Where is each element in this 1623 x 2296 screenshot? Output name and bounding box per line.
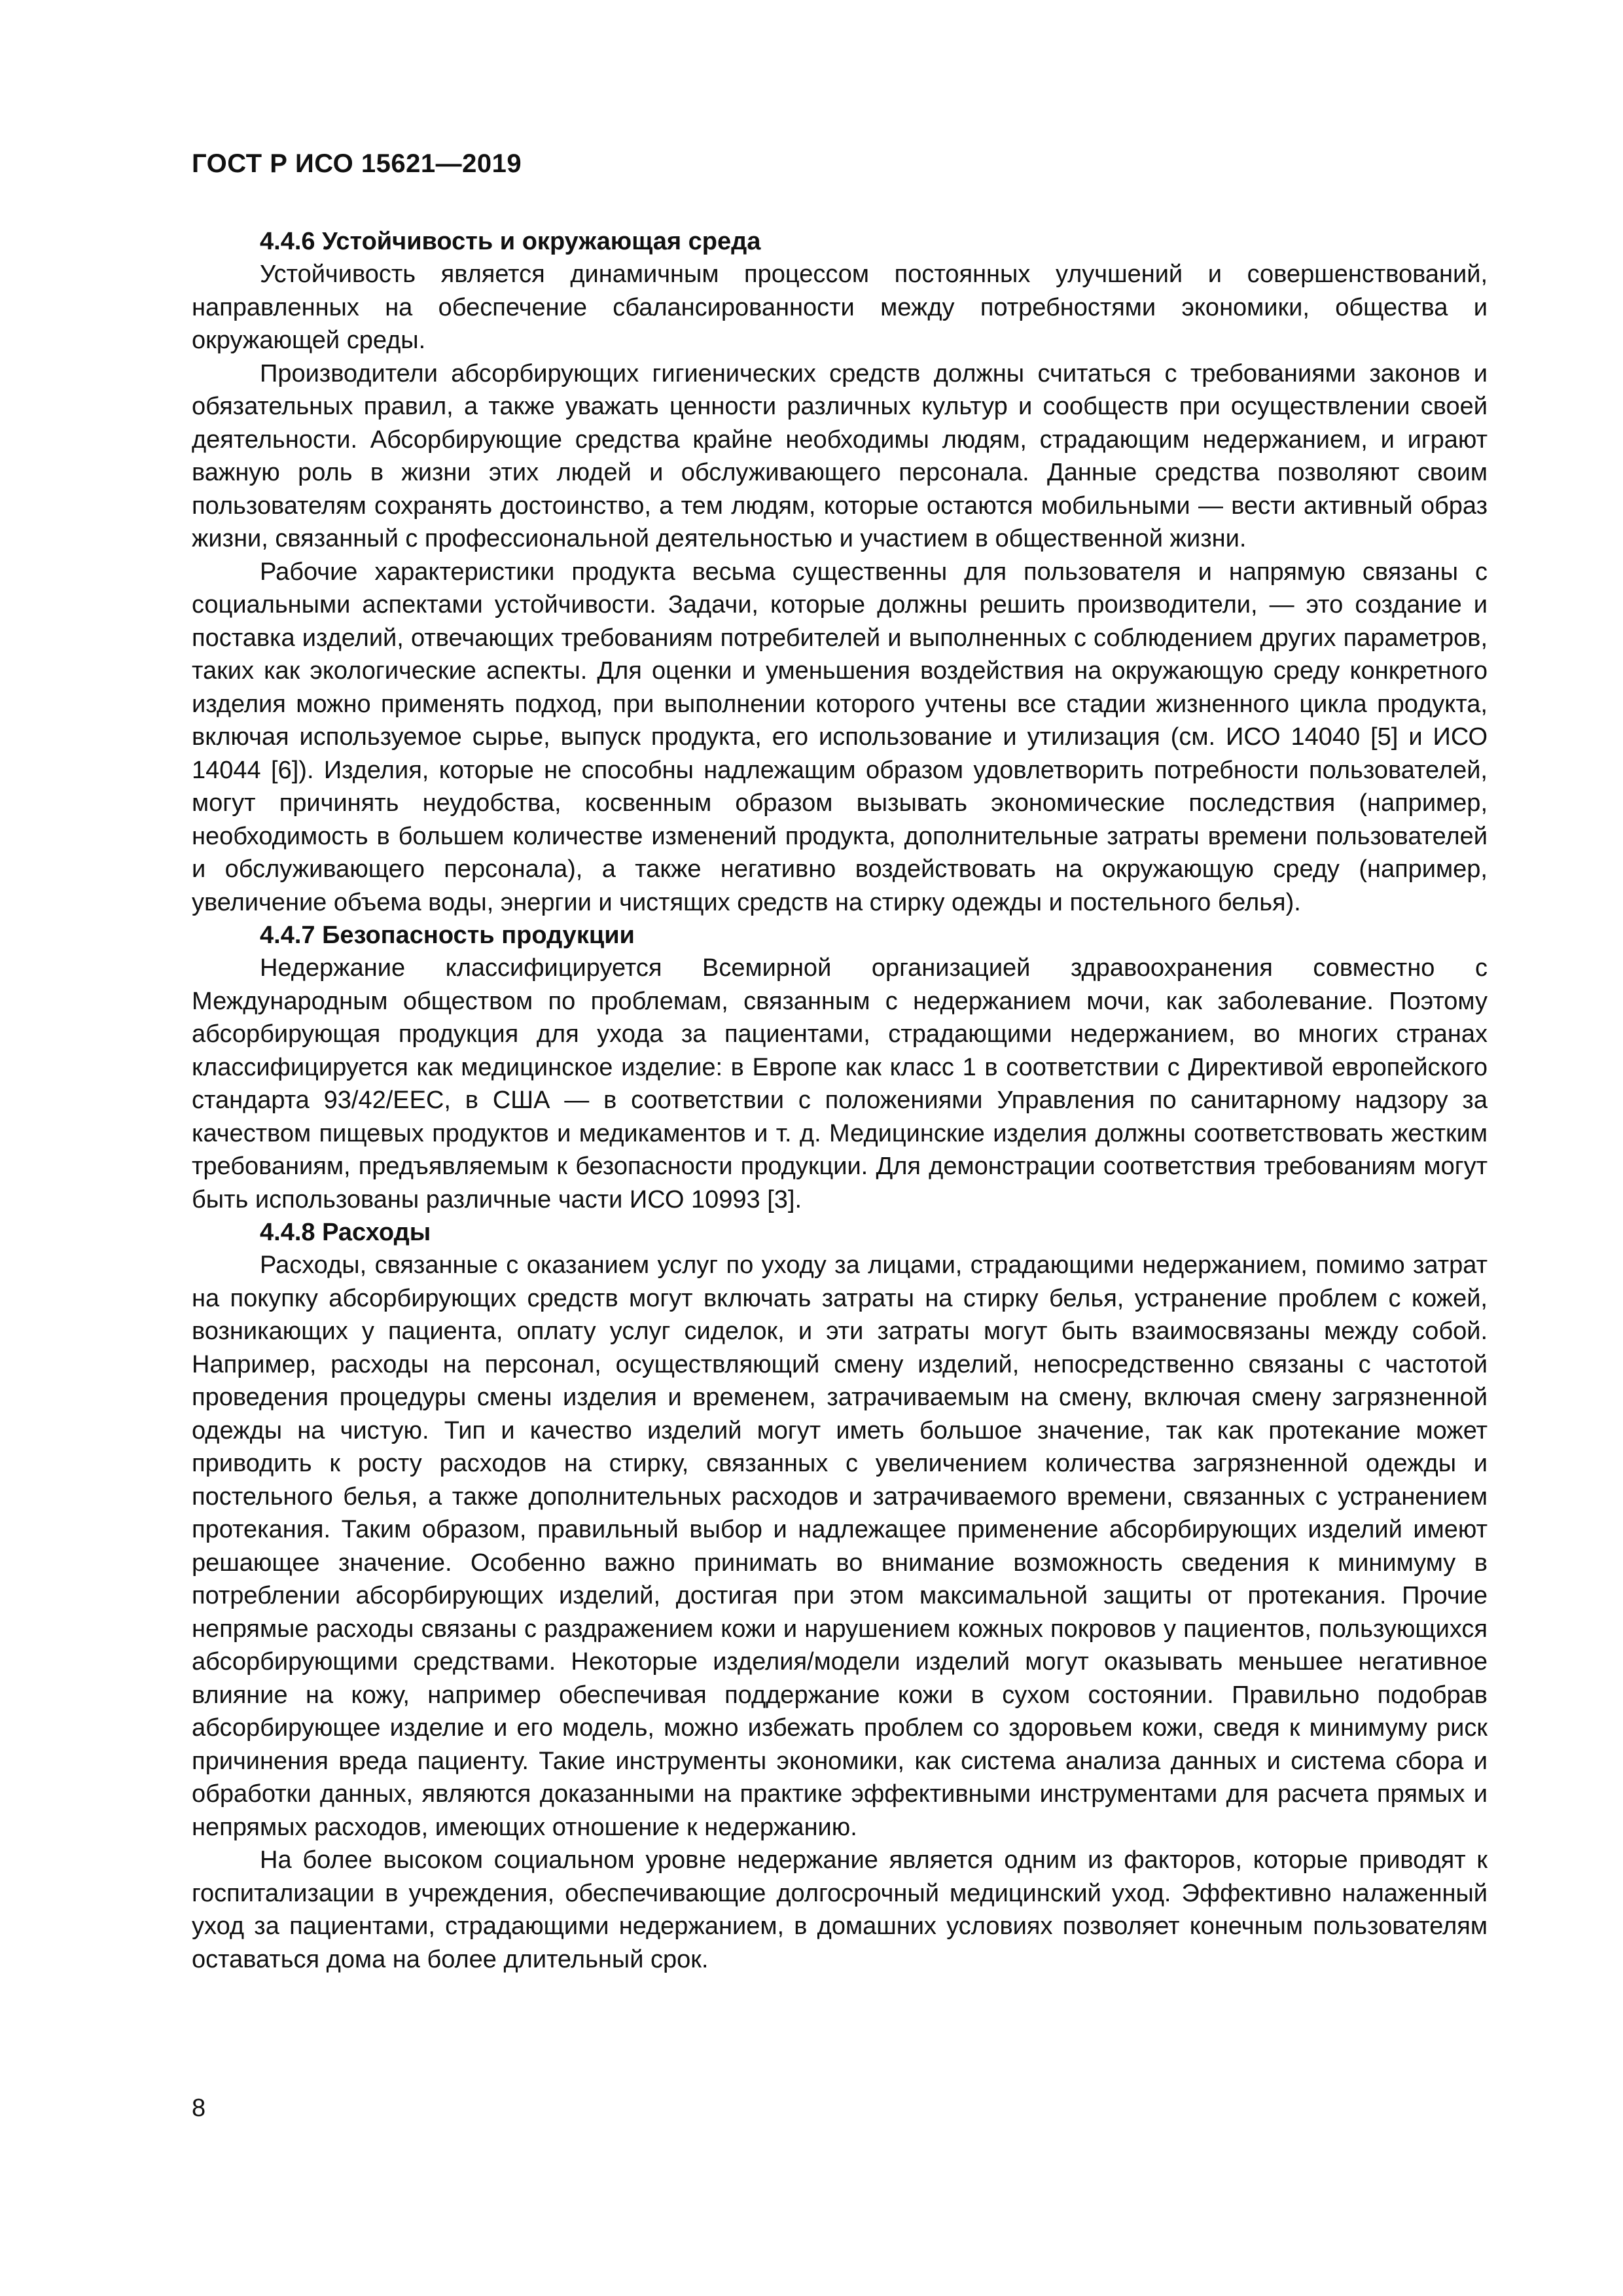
paragraph: Устойчивость является динамичным процессом постоянных улучшений и совершенствований, направленных на обеспечение сбалансированности между потребностями экономики, общества и окружающей среды. — [192, 260, 1488, 354]
paragraph: Недержание классифицируется Всемирной организацией здравоохранения совместно с Международным обществом по проблемам, связанным с недержанием мочи, как заболевание. Поэтому абсорбирующая продукция для ухода за пациентами, страдающими недержанием, во многих странах классифицируется как медицинское изделие: в Европе как класс 1 в соответствии с Директивой европейского стандарта 93/42/EEC, в США — в соответствии с положениями Управления по санитарному надзору за качеством пищевых продуктов и медикаментов и т. д. Медицинские изделия должны соответствовать жестким требованиям, предъявляемым к безопасности продукции. Для демонстрации соответствия требованиям могут быть использованы различные части ИСО 10993 [3]. — [192, 954, 1488, 1213]
page-number: 8 — [192, 2094, 206, 2122]
paragraph: Расходы, связанные с оказанием услуг по уходу за лицами, страдающими недержанием, помимо затрат на покупку абсорбирующих средств могут включать затраты на стирку белья, устранение проблем с кожей, возникающих у пациента, оплату услуг сиделок, и эти затраты могут быть взаимосвязаны между собой. Например, расходы на персонал, осуществляющий смену изделий, непосредственно связаны с частотой проведения процедуры смены изделия и временем, затрачиваемым на смену, включая смену загрязненной одежды на чистую. Тип и качество изделий могут иметь большое значение, так как протекание может приводить к росту расходов на стирку, связанных с увеличением количества загрязненной одежды и постельного белья, а также дополнительных расходов и затрачиваемого времени, связанных с устранением протекания. Таким образом, правильный выбор и надлежащее применение абсорбирующих изделий имеют решающее значение. Особенно важно принимать во внимание возможность сведения к минимуму в потреблении абсорбирующих изделий, достигая при этом максимальной защиты от протекания. Прочие непрямые расходы связаны с раздражением кожи и нарушением кожных покровов у пациентов, пользующихся абсорбирующими средствами. Некоторые изделия/модели изделий могут оказывать меньшее негативное влияние на кожу, например обеспечивая поддержание кожи в сухом состоянии. Правильно подобрав абсорбирующее изделие и его модель, можно избежать проблем со здоровьем кожи, сведя к минимуму риск причинения вреда пациенту. Такие инструменты экономики, как система анализа данных и система сбора и обработки данных, являются доказанными на практике эффективными инструментами для расчета прямых и непрямых расходов, имеющих отношение к недержанию. — [192, 1251, 1488, 1841]
section-heading: 4.4.8 Расходы — [260, 1219, 431, 1246]
section-4-4-8 — [192, 1216, 1488, 1976]
section-4-4-6 — [192, 225, 1488, 919]
paragraph: Рабочие характеристики продукта весьма существенны для пользователя и напрямую связаны с социальными аспектами устойчивости. Задачи, которые должны решить производители, — это создание и поставка изделий, отвечающих требованиям потребителей и выполненных с соблюдением других параметров, таких как экологические аспекты. Для оценки и уменьшения воздействия на окружающую среду конкретного изделия можно применять подход, при выполнении которого учтены все стадии жизненного цикла продукта, включая используемое сырье, выпуск продукта, его использование и утилизация (см. ИСО 14040 [5] и ИСО 14044 [6]). Изделия, которые не способны надлежащим образом удовлетворить потребности пользователей, могут причинять неудобства, косвенным образом вызывать экономические последствия (например, необходимость в большем количестве изменений продукта, дополнительные затраты времени пользователей и обслуживающего персонала), а также негативно воздействовать на окружающую среду (например, увеличение объема воды, энергии и чистящих средств на стирку одежды и постельного белья). — [192, 558, 1488, 916]
paragraph: На более высоком социальном уровне недержание является одним из факторов, которые приводят к госпитализации в учреждения, обеспечивающие долгосрочный медицинский уход. Эффективно налаженный уход за пациентами, страдающими недержанием, в домашних условиях позволяет конечным пользователям оставаться дома на более длительный срок. — [192, 1846, 1488, 1973]
section-heading: 4.4.7 Безопасность продукции — [260, 922, 635, 949]
paragraph: Производители абсорбирующих гигиенических средств должны считаться с требованиями законов и обязательных правил, а также уважать ценности различных культур и сообществ при осуществлении своей деятельности. Абсорбирующие средства крайне необходимы людям, страдающим недержанием, и играют важную роль в жизни этих людей и обслуживающего персонала. Данные средства позволяют своим пользователям сохранять достоинство, а тем людям, которые остаются мобильными — вести активный образ жизни, связанный с профессиональной деятельностью и участием в общественной жизни. — [192, 359, 1488, 552]
section-4-4-7 — [192, 919, 1488, 1216]
document-header: ГОСТ Р ИСО 15621—2019 — [192, 149, 522, 178]
document-body — [192, 225, 1488, 1976]
section-heading: 4.4.6 Устойчивость и окружающая среда — [260, 228, 761, 255]
